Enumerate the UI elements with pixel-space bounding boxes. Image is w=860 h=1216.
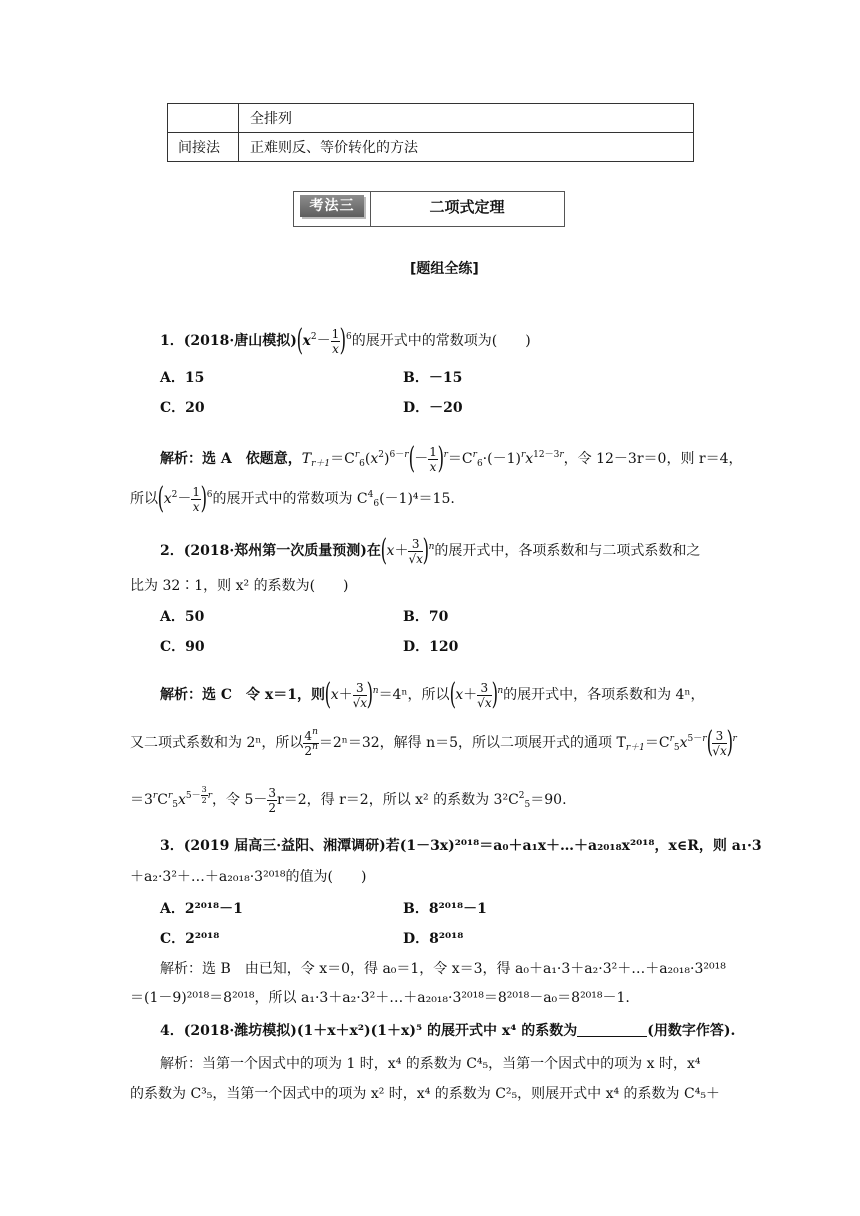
q1-solution-line2: 所以($x^2-$ $\frac{1}{x}$ )$^6$的展开式中的常数项为 $C^4_6(-1)^4=15$. xyxy=(130,481,455,516)
question-3-line2: ＋a₂·3²＋…＋a₂₀₁₈·3²⁰¹⁸的值为( ) xyxy=(130,869,367,885)
q2-expression-a: (x＋ $\frac{3}{√x}$ )$^n$ xyxy=(324,677,379,712)
q1-option-b: B．－15 xyxy=(403,370,463,386)
q1-solution-prefix: 所以 xyxy=(130,491,158,507)
q1-solution-tail: ，令 12－3r＝0，则 r＝4， xyxy=(563,451,743,467)
q1-option-c: C．20 xyxy=(160,400,205,416)
question-3: 3．(2019 届高三·益阳、湘潭调研)若(1－3x)²⁰¹⁸＝a₀＋a₁x＋…＋a₂₀₁₈x²⁰¹⁸，x∈R，则 a₁·3 xyxy=(160,838,762,854)
section-title: 二项式定理 xyxy=(429,198,505,216)
table-cell: 正难则反、等价转化的方法 xyxy=(250,140,418,156)
q2-solution-line3-mid: ，令 5－ xyxy=(212,792,268,808)
question-4-tail: (用数字作答). xyxy=(647,1023,736,1039)
q2-solution-line2: 又二项式系数和为 2ⁿ，所以 $\frac{4^n}{2^n}$ ＝2ⁿ＝32，解得 n＝5，所以二项展开式的通项 $T_{r+1}=C^r_5x^{5-r}$( $\frac{3}{√x}$ )$^r$ xyxy=(130,725,737,760)
method-table xyxy=(167,103,694,162)
q1-solution-formula: $T_{r+1}=C^r_6(x^2)^{6-r}(-$ $\frac{1}{x}$ )$^r=C^r_6\cdot(-1)^rx^{12-3r}$ xyxy=(301,441,564,476)
q2-solution-label: 解析：选 C 令 x＝1，则 xyxy=(160,687,325,703)
q2-solution-mid: ＝4ⁿ，所以 xyxy=(378,687,450,703)
q3-solution-line2: ＝(1－9)²⁰¹⁸＝8²⁰¹⁸，所以 a₁·3＋a₂·3²＋…＋a₂₀₁₈·3²⁰¹⁸＝8²⁰¹⁸－a₀＝8²⁰¹⁸－1. xyxy=(130,990,630,1006)
question-1-stem: 的展开式中的常数项为( ) xyxy=(351,333,531,349)
table-cell: 全排列 xyxy=(250,111,292,127)
question-4 xyxy=(160,1020,735,1040)
question-1-source: 1．(2018·唐山模拟) xyxy=(160,333,297,349)
q1-option-a: A．15 xyxy=(160,370,205,386)
table-cell: 间接法 xyxy=(178,140,220,156)
answer-blank[interactable] xyxy=(577,1022,647,1037)
subheading: [题组全练] xyxy=(410,261,479,277)
q2-expression: (x＋ $\frac{3}{√x}$ )$^n$ xyxy=(380,533,435,568)
q2-solution-line1 xyxy=(160,677,705,712)
q1-expression: ($x^2-$ $\frac{1}{x}$ )$^6$ xyxy=(296,323,352,358)
q2-solution-line3: $=3^rC^r_5x^{5- \frac{3}{2} r}$，令 5－ $\frac{3}{2}$ r＝2，得 r＝2，所以 x² 的系数为 $3^2C^2_5=90$. xyxy=(130,785,567,815)
q2-solution-line3-tail: r＝2，得 r＝2，所以 x² 的系数为 3²C xyxy=(277,792,519,808)
q1-solution-line1 xyxy=(160,441,743,476)
question-2-line2: 比为 32∶1，则 x² 的系数为( ) xyxy=(130,578,349,594)
question-1 xyxy=(160,323,531,358)
question-2-source: 2．(2018·郑州第一次质量预测)在 xyxy=(160,543,381,559)
q2-option-a: A．50 xyxy=(160,609,205,625)
q2-solution-result: ＝90. xyxy=(530,792,567,808)
q3-option-d: D．8²⁰¹⁸ xyxy=(403,931,464,947)
q1-solution-label: 解析：选 A 依题意， xyxy=(160,451,302,467)
q1-expression-repeat: ($x^2-$ $\frac{1}{x}$ )$^6$ xyxy=(157,481,213,516)
q3-option-a: A．2²⁰¹⁸－1 xyxy=(160,901,243,917)
question-2 xyxy=(160,533,701,568)
q2-option-c: C．90 xyxy=(160,639,205,655)
q2-solution-line2-mid: ＝2ⁿ＝32，解得 n＝5，所以二项展开式的通项 T xyxy=(318,735,626,751)
question-2-stem: 的展开式中，各项系数和与二项式系数和之 xyxy=(434,543,701,559)
table-divider-horizontal xyxy=(168,132,693,133)
q2-option-d: D．120 xyxy=(403,639,459,655)
q1-solution-mid: 的展开式中的常数项为 C xyxy=(212,491,368,507)
q3-option-c: C．2²⁰¹⁸ xyxy=(160,931,220,947)
section-header xyxy=(293,191,565,227)
q4-solution-line1: 解析：当第一个因式中的项为 1 时，x⁴ 的系数为 C⁴₅，当第一个因式中的项为 x 时，x⁴ xyxy=(160,1056,701,1072)
q3-option-b: B．8²⁰¹⁸－1 xyxy=(403,901,487,917)
q1-solution-result: (－1)⁴＝15. xyxy=(379,491,455,507)
section-tag: 考法三 xyxy=(300,195,364,217)
q2-solution-line2-prefix: 又二项式系数和为 2ⁿ，所以 xyxy=(130,735,304,751)
q2-option-b: B．70 xyxy=(403,609,449,625)
q2-solution-tail: 的展开式中，各项系数和为 4ⁿ， xyxy=(503,687,705,703)
q4-solution-line2: 的系数为 C³₅，当第一个因式中的项为 x² 时，x⁴ 的系数为 C²₅，则展开式中 x⁴ 的系数为 C⁴₅＋ xyxy=(130,1086,720,1102)
q1-option-d: D．－20 xyxy=(403,400,463,416)
q2-expression-b: (x＋ $\frac{3}{√x}$ )$^n$ xyxy=(449,677,504,712)
question-4-stem: 4．(2018·潍坊模拟)(1＋x＋x²)(1＋x)⁵ 的展开式中 x⁴ 的系数为 xyxy=(160,1023,578,1039)
q3-solution-line1: 解析：选 B 由已知，令 x＝0，得 a₀＝1，令 x＝3，得 a₀＋a₁·3＋a₂·3²＋…＋a₂₀₁₈·3²⁰¹⁸ xyxy=(160,961,726,977)
